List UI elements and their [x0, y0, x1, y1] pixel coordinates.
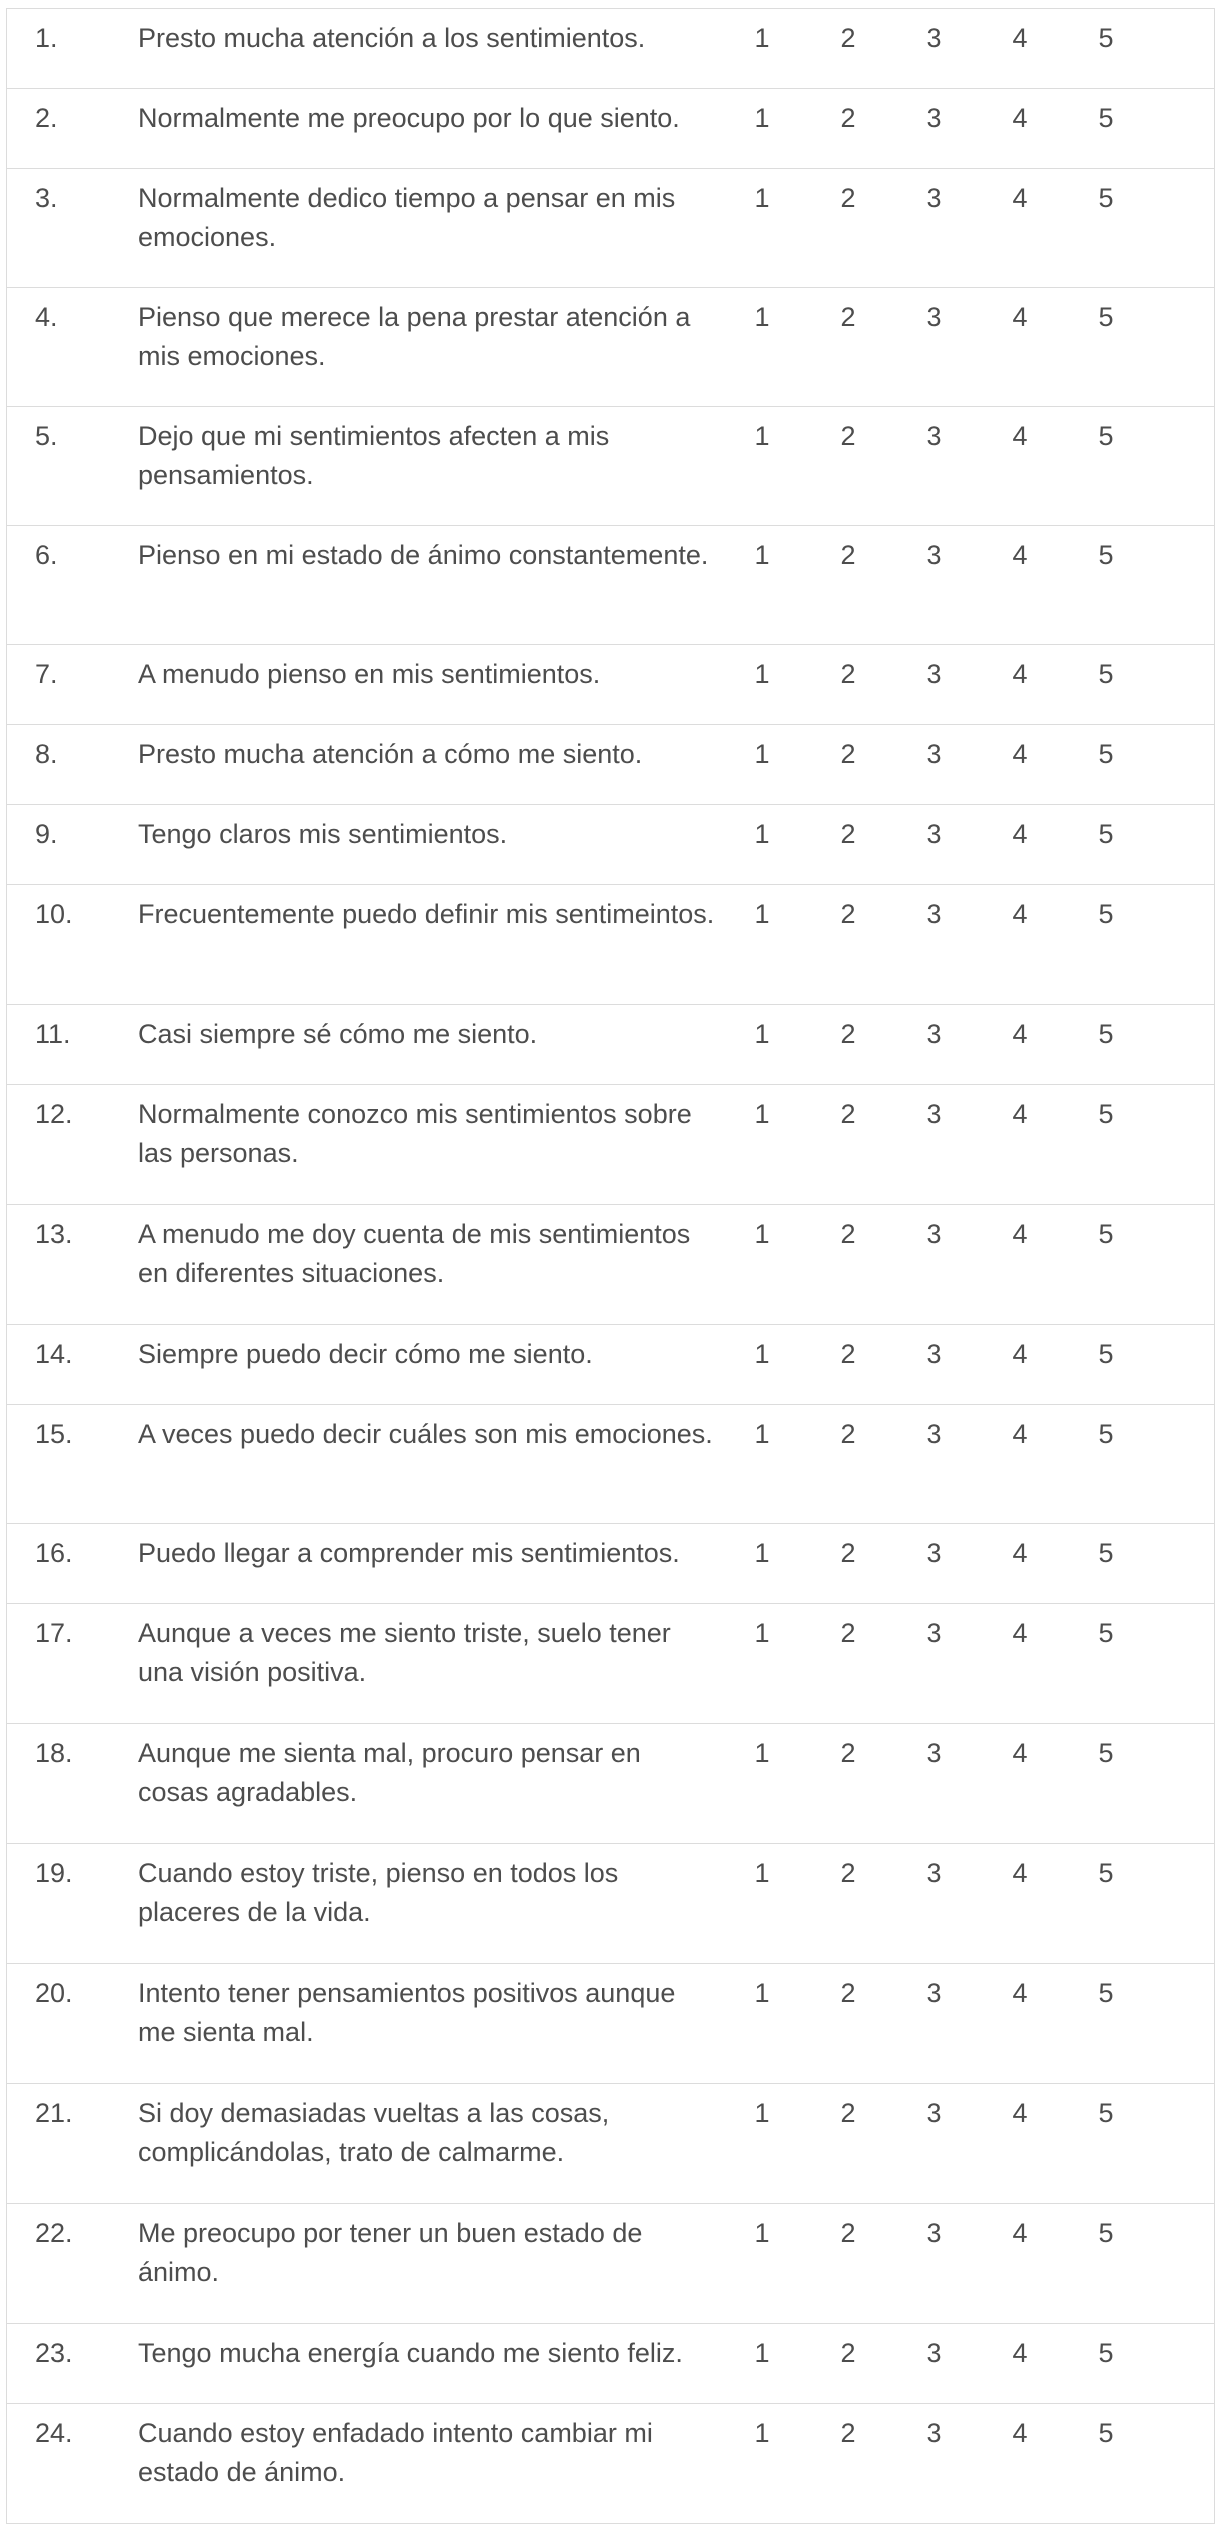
option-2[interactable]: 2	[840, 302, 856, 332]
option-5[interactable]: 5	[1098, 1019, 1114, 1049]
table-row	[7, 1085, 1214, 1205]
table-row	[7, 2324, 1214, 2404]
option-4[interactable]: 4	[1012, 899, 1028, 929]
option-3[interactable]: 3	[926, 23, 942, 53]
option-4[interactable]: 4	[1012, 1978, 1028, 2008]
table-row	[7, 89, 1214, 169]
table-row	[7, 2084, 1214, 2204]
option-3[interactable]: 3	[926, 1019, 942, 1049]
option-5[interactable]: 5	[1098, 2338, 1114, 2368]
option-2[interactable]: 2	[840, 2218, 856, 2248]
option-1[interactable]: 1	[754, 1219, 770, 1249]
option-5[interactable]: 5	[1098, 1858, 1114, 1888]
option-2[interactable]: 2	[840, 2418, 856, 2448]
option-4[interactable]: 4	[1012, 1738, 1028, 1768]
option-4[interactable]: 4	[1012, 1419, 1028, 1449]
option-5[interactable]: 5	[1098, 819, 1114, 849]
option-1[interactable]: 1	[754, 23, 770, 53]
option-1[interactable]: 1	[754, 1019, 770, 1049]
item-text: Dejo que mi sentimientos afecten a mis pensamientos.	[138, 421, 610, 490]
item-number: 10.	[35, 899, 73, 929]
item-number: 1.	[35, 23, 58, 53]
option-3[interactable]: 3	[926, 421, 942, 451]
table-row	[7, 725, 1214, 805]
option-1[interactable]: 1	[754, 1738, 770, 1768]
item-text: Frecuentemente puedo definir mis sentimeintos.	[138, 899, 715, 929]
option-3[interactable]: 3	[926, 1978, 942, 2008]
item-text: Normalmente dedico tiempo a pensar en mis emociones.	[138, 183, 676, 252]
option-4[interactable]: 4	[1012, 103, 1028, 133]
option-5[interactable]: 5	[1098, 183, 1114, 213]
option-1[interactable]: 1	[754, 2098, 770, 2128]
item-text: Normalmente me preocupo por lo que siento.	[138, 103, 680, 133]
option-2[interactable]: 2	[840, 1019, 856, 1049]
item-text: Siempre puedo decir cómo me siento.	[138, 1339, 593, 1369]
item-text: Si doy demasiadas vueltas a las cosas, complicándolas, trato de calmarme.	[138, 2098, 610, 2167]
option-4[interactable]: 4	[1012, 2338, 1028, 2368]
option-4[interactable]: 4	[1012, 421, 1028, 451]
option-2[interactable]: 2	[840, 2098, 856, 2128]
option-4[interactable]: 4	[1012, 1339, 1028, 1369]
item-number: 18.	[35, 1738, 73, 1768]
item-text: A menudo me doy cuenta de mis sentimientos en diferentes situaciones.	[138, 1219, 691, 1288]
option-3[interactable]: 3	[926, 2218, 942, 2248]
option-2[interactable]: 2	[840, 659, 856, 689]
item-number: 2.	[35, 103, 58, 133]
option-1[interactable]: 1	[754, 2338, 770, 2368]
item-text: Intento tener pensamientos positivos aunque me sienta mal.	[138, 1978, 676, 2047]
option-3[interactable]: 3	[926, 659, 942, 689]
option-4[interactable]: 4	[1012, 819, 1028, 849]
option-5[interactable]: 5	[1098, 899, 1114, 929]
item-text: Aunque a veces me siento triste, suelo tener una visión positiva.	[138, 1618, 671, 1687]
option-3[interactable]: 3	[926, 1419, 942, 1449]
option-2[interactable]: 2	[840, 1219, 856, 1249]
table-row	[7, 169, 1214, 288]
option-1[interactable]: 1	[754, 1419, 770, 1449]
item-number: 20.	[35, 1978, 73, 2008]
option-2[interactable]: 2	[840, 1618, 856, 1648]
option-1[interactable]: 1	[754, 1978, 770, 2008]
option-3[interactable]: 3	[926, 2338, 942, 2368]
option-1[interactable]: 1	[754, 1618, 770, 1648]
option-1[interactable]: 1	[754, 1538, 770, 1568]
option-1[interactable]: 1	[754, 1339, 770, 1369]
option-4[interactable]: 4	[1012, 739, 1028, 769]
option-2[interactable]: 2	[840, 1978, 856, 2008]
option-4[interactable]: 4	[1012, 302, 1028, 332]
item-number: 4.	[35, 302, 58, 332]
option-4[interactable]: 4	[1012, 2098, 1028, 2128]
option-5[interactable]: 5	[1098, 1978, 1114, 2008]
item-text: Cuando estoy enfadado intento cambiar mi estado de ánimo.	[138, 2418, 653, 2487]
item-number: 21.	[35, 2098, 73, 2128]
option-5[interactable]: 5	[1098, 1219, 1114, 1249]
item-text: A menudo pienso en mis sentimientos.	[138, 659, 601, 689]
option-5[interactable]: 5	[1098, 739, 1114, 769]
option-2[interactable]: 2	[840, 2338, 856, 2368]
option-3[interactable]: 3	[926, 302, 942, 332]
table-row	[7, 2204, 1214, 2324]
option-4[interactable]: 4	[1012, 659, 1028, 689]
option-4[interactable]: 4	[1012, 1019, 1028, 1049]
item-text: Pienso en mi estado de ánimo constantemente.	[138, 540, 709, 570]
option-5[interactable]: 5	[1098, 1419, 1114, 1449]
option-4[interactable]: 4	[1012, 540, 1028, 570]
table-row	[7, 1844, 1214, 1964]
option-3[interactable]: 3	[926, 899, 942, 929]
option-4[interactable]: 4	[1012, 1858, 1028, 1888]
option-3[interactable]: 3	[926, 1618, 942, 1648]
option-3[interactable]: 3	[926, 1858, 942, 1888]
option-3[interactable]: 3	[926, 103, 942, 133]
item-number: 5.	[35, 421, 58, 451]
item-number: 3.	[35, 183, 58, 213]
option-2[interactable]: 2	[840, 183, 856, 213]
item-number: 13.	[35, 1219, 73, 1249]
item-number: 17.	[35, 1618, 73, 1648]
item-number: 19.	[35, 1858, 73, 1888]
item-number: 6.	[35, 540, 58, 570]
item-number: 9.	[35, 819, 58, 849]
option-5[interactable]: 5	[1098, 659, 1114, 689]
item-number: 15.	[35, 1419, 73, 1449]
item-text: Normalmente conozco mis sentimientos sobre las personas.	[138, 1099, 692, 1168]
option-2[interactable]: 2	[840, 540, 856, 570]
item-number: 24.	[35, 2418, 73, 2448]
option-1[interactable]: 1	[754, 739, 770, 769]
option-3[interactable]: 3	[926, 1538, 942, 1568]
table-row	[7, 1724, 1214, 1844]
option-3[interactable]: 3	[926, 1339, 942, 1369]
option-5[interactable]: 5	[1098, 2098, 1114, 2128]
table-row	[7, 805, 1214, 885]
table-row	[7, 526, 1214, 645]
option-5[interactable]: 5	[1098, 2418, 1114, 2448]
table-row	[7, 1964, 1214, 2084]
table-row	[7, 1604, 1214, 1724]
option-5[interactable]: 5	[1098, 302, 1114, 332]
option-5[interactable]: 5	[1098, 103, 1114, 133]
option-1[interactable]: 1	[754, 659, 770, 689]
option-2[interactable]: 2	[840, 1858, 856, 1888]
option-5[interactable]: 5	[1098, 1738, 1114, 1768]
table-row	[7, 1205, 1214, 1325]
option-1[interactable]: 1	[754, 2418, 770, 2448]
table-row	[7, 2404, 1214, 2524]
option-2[interactable]: 2	[840, 1099, 856, 1129]
item-text: Aunque me sienta mal, procuro pensar en cosas agradables.	[138, 1738, 641, 1807]
item-number: 23.	[35, 2338, 73, 2368]
table-row	[7, 9, 1214, 89]
option-5[interactable]: 5	[1098, 421, 1114, 451]
table-row	[7, 885, 1214, 1005]
questionnaire-table	[6, 8, 1215, 2524]
item-text: Presto mucha atención a los sentimientos.	[138, 23, 646, 53]
option-5[interactable]: 5	[1098, 1099, 1114, 1129]
option-2[interactable]: 2	[840, 23, 856, 53]
option-3[interactable]: 3	[926, 2098, 942, 2128]
option-2[interactable]: 2	[840, 899, 856, 929]
option-1[interactable]: 1	[754, 302, 770, 332]
option-4[interactable]: 4	[1012, 2418, 1028, 2448]
option-1[interactable]: 1	[754, 183, 770, 213]
item-text: Presto mucha atención a cómo me siento.	[138, 739, 643, 769]
option-3[interactable]: 3	[926, 1219, 942, 1249]
option-3[interactable]: 3	[926, 2418, 942, 2448]
option-1[interactable]: 1	[754, 103, 770, 133]
item-number: 22.	[35, 2218, 73, 2248]
option-1[interactable]: 1	[754, 1858, 770, 1888]
item-text: Puedo llegar a comprender mis sentimientos.	[138, 1538, 680, 1568]
option-3[interactable]: 3	[926, 819, 942, 849]
option-2[interactable]: 2	[840, 1538, 856, 1568]
option-2[interactable]: 2	[840, 819, 856, 849]
item-text: Casi siempre sé cómo me siento.	[138, 1019, 538, 1049]
option-4[interactable]: 4	[1012, 183, 1028, 213]
option-4[interactable]: 4	[1012, 1219, 1028, 1249]
item-text: Cuando estoy triste, pienso en todos los placeres de la vida.	[138, 1858, 619, 1927]
option-3[interactable]: 3	[926, 1738, 942, 1768]
item-text: Pienso que merece la pena prestar atención a mis emociones.	[138, 302, 691, 371]
table-row	[7, 1524, 1214, 1604]
option-1[interactable]: 1	[754, 421, 770, 451]
option-1[interactable]: 1	[754, 2218, 770, 2248]
option-2[interactable]: 2	[840, 103, 856, 133]
option-1[interactable]: 1	[754, 819, 770, 849]
option-1[interactable]: 1	[754, 1099, 770, 1129]
option-3[interactable]: 3	[926, 183, 942, 213]
option-2[interactable]: 2	[840, 1419, 856, 1449]
item-text: Tengo claros mis sentimientos.	[138, 819, 508, 849]
item-text: Tengo mucha energía cuando me siento feliz.	[138, 2338, 683, 2368]
option-2[interactable]: 2	[840, 1738, 856, 1768]
item-text: A veces puedo decir cuáles son mis emociones.	[138, 1419, 713, 1449]
option-4[interactable]: 4	[1012, 23, 1028, 53]
option-3[interactable]: 3	[926, 739, 942, 769]
option-5[interactable]: 5	[1098, 23, 1114, 53]
item-number: 16.	[35, 1538, 73, 1568]
option-5[interactable]: 5	[1098, 2218, 1114, 2248]
table-row	[7, 1325, 1214, 1405]
table-row	[7, 645, 1214, 725]
option-5[interactable]: 5	[1098, 540, 1114, 570]
table-row	[7, 1405, 1214, 1524]
table-row	[7, 288, 1214, 407]
option-4[interactable]: 4	[1012, 1618, 1028, 1648]
option-4[interactable]: 4	[1012, 2218, 1028, 2248]
option-2[interactable]: 2	[840, 739, 856, 769]
option-3[interactable]: 3	[926, 540, 942, 570]
option-5[interactable]: 5	[1098, 1538, 1114, 1568]
option-4[interactable]: 4	[1012, 1099, 1028, 1129]
table-row	[7, 407, 1214, 526]
item-number: 11.	[35, 1019, 71, 1049]
item-number: 8.	[35, 739, 58, 769]
table-row	[7, 1005, 1214, 1085]
option-1[interactable]: 1	[754, 540, 770, 570]
option-4[interactable]: 4	[1012, 1538, 1028, 1568]
option-1[interactable]: 1	[754, 899, 770, 929]
option-5[interactable]: 5	[1098, 1339, 1114, 1369]
option-2[interactable]: 2	[840, 421, 856, 451]
item-number: 7.	[35, 659, 58, 689]
item-number: 14.	[35, 1339, 73, 1369]
option-3[interactable]: 3	[926, 1099, 942, 1129]
item-number: 12.	[35, 1099, 73, 1129]
option-5[interactable]: 5	[1098, 1618, 1114, 1648]
option-2[interactable]: 2	[840, 1339, 856, 1369]
item-text: Me preocupo por tener un buen estado de ánimo.	[138, 2218, 643, 2287]
